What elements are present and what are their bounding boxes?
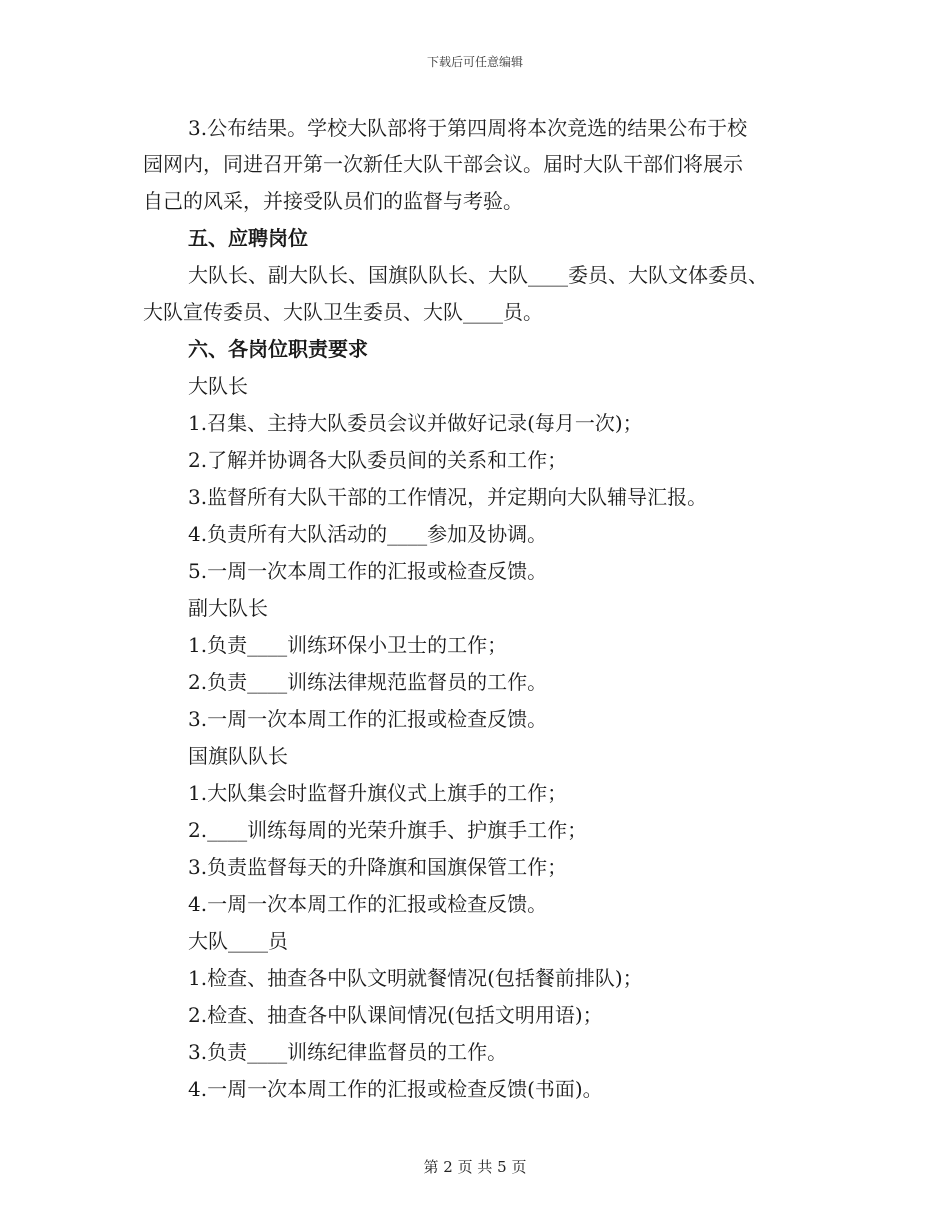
- duty-item: 5.一周一次本周工作的汇报或检查反馈。: [188, 559, 548, 583]
- duty-item: 2.负责____训练法律规范监督员的工作。: [188, 670, 548, 694]
- duty-item: 1.召集、主持大队委员会议并做好记录(每月一次)；: [188, 411, 643, 435]
- duty-item: 1.检查、抽查各中队文明就餐情况(包括餐前排队)；: [188, 966, 643, 990]
- role-title-flag-team-captain: 国旗队队长: [188, 744, 288, 768]
- section-heading-duties: 六、各岗位职责要求: [188, 337, 368, 361]
- role-title-vice-captain: 副大队长: [188, 596, 268, 620]
- duty-item: 4.一周一次本周工作的汇报或检查反馈(书面)。: [188, 1077, 603, 1101]
- duty-item: 1.大队集会时监督升旗仪式上旗手的工作；: [188, 781, 568, 805]
- positions-line-1: 大队长、副大队长、国旗队队长、大队____委员、大队文体委员、: [188, 263, 768, 287]
- duty-item: 1.负责____训练环保小卫士的工作；: [188, 633, 508, 657]
- duty-item: 2.了解并协调各大队委员间的关系和工作；: [188, 448, 568, 472]
- result-announcement-line-3: 自己的风采，并接受队员们的监督与考验。: [143, 189, 523, 213]
- result-announcement-line-1: 3.公布结果。学校大队部将于第四周将本次竞选的结果公布于校: [188, 116, 748, 140]
- role-title-brigade-member: 大队____员: [188, 929, 288, 953]
- page-footer: 第 2 页 共 5 页: [423, 1158, 527, 1176]
- positions-line-2: 大队宣传委员、大队卫生委员、大队____员。: [143, 300, 543, 324]
- duty-item: 2.检查、抽查各中队课间情况(包括文明用语)；: [188, 1003, 603, 1027]
- result-announcement-line-2: 园网内，同进召开第一次新任大队干部会议。届时大队干部们将展示: [143, 152, 743, 176]
- duty-item: 3.监督所有大队干部的工作情况，并定期向大队辅导汇报。: [188, 485, 708, 509]
- section-heading-positions: 五、应聘岗位: [188, 226, 308, 250]
- duty-item: 4.负责所有大队活动的____参加及协调。: [188, 522, 548, 546]
- duty-item: 2.____训练每周的光荣升旗手、护旗手工作；: [188, 818, 588, 842]
- duty-item: 3.负责监督每天的升降旗和国旗保管工作；: [188, 855, 568, 879]
- duty-item: 4.一周一次本周工作的汇报或检查反馈。: [188, 892, 548, 916]
- page-header: 下载后可任意编辑: [426, 55, 523, 69]
- duty-item: 3.负责____训练纪律监督员的工作。: [188, 1040, 508, 1064]
- role-title-captain: 大队长: [188, 374, 248, 398]
- duty-item: 3.一周一次本周工作的汇报或检查反馈。: [188, 707, 548, 731]
